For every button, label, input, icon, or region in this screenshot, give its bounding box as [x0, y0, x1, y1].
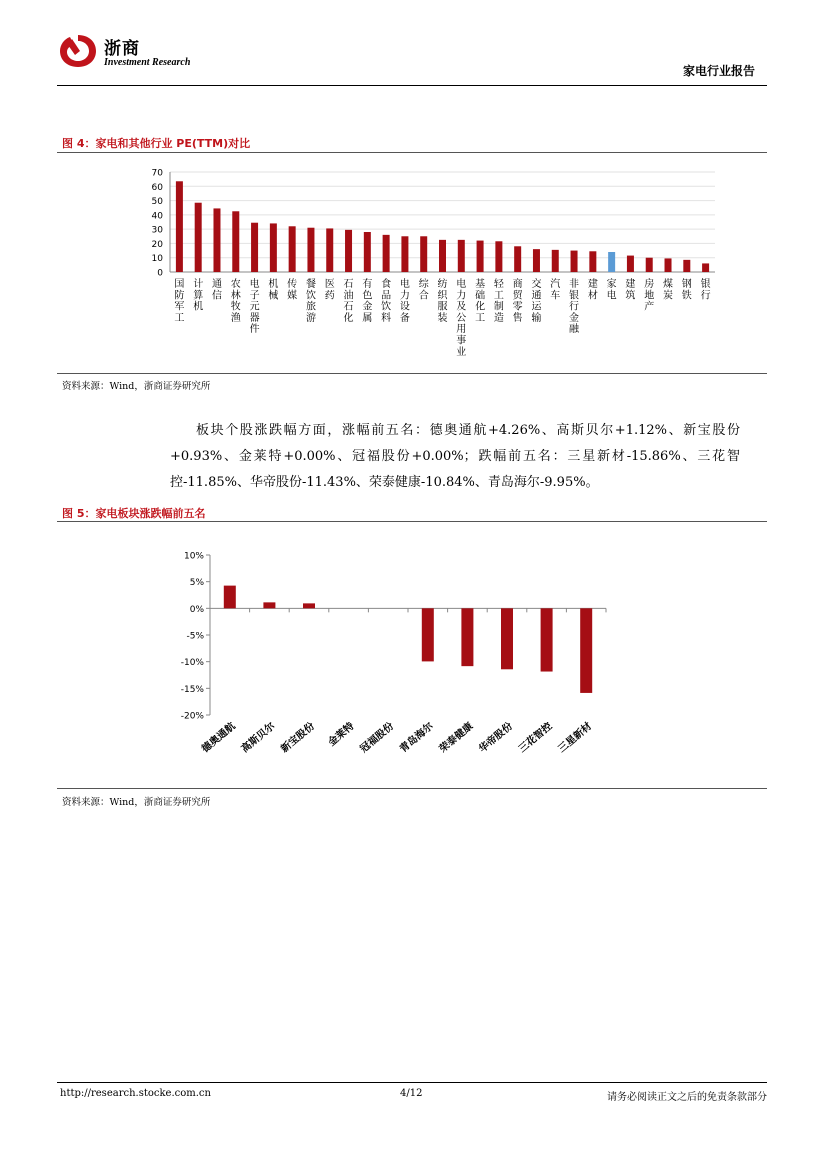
- figure4-source: 资料来源：Wind，浙商证券研究所: [62, 381, 211, 392]
- c1-bar: [289, 226, 296, 272]
- figure4-bottom-rule: [57, 373, 767, 374]
- c1-bar: [533, 249, 540, 272]
- c1-bar: [326, 228, 333, 272]
- c1-category-label: 交通运输: [531, 279, 542, 324]
- c1-bar: [364, 232, 371, 272]
- report-title: 家电行业报告: [682, 64, 755, 78]
- c1-bar: [458, 240, 465, 272]
- c2-bar: [263, 602, 275, 608]
- c1-bar: [477, 241, 484, 272]
- c1-ytick-label: 20: [151, 239, 163, 250]
- c1-bar: [552, 250, 559, 272]
- c2-ytick-label: -5%: [186, 631, 204, 642]
- footer-page-number: 4/12: [400, 1088, 423, 1099]
- footer-disclaimer: 请务必阅读正文之后的免责条款部分: [607, 1092, 767, 1103]
- c1-category-label: 建材: [587, 279, 598, 302]
- c1-category-label: 机械: [268, 279, 279, 302]
- c1-category-label: 商贸零售: [512, 279, 523, 324]
- c1-category-label: 石油石化: [343, 279, 354, 324]
- c2-bar: [501, 608, 513, 669]
- footer-url[interactable]: http://research.stocke.com.cn: [60, 1088, 211, 1099]
- c1-category-label: 建筑: [625, 279, 636, 302]
- c2-ytick-label: 0%: [189, 604, 204, 615]
- c1-bar: [307, 228, 314, 272]
- c1-bar: [195, 203, 202, 272]
- c1-ytick-label: 30: [151, 225, 163, 236]
- c1-category-label: 国防军工: [174, 279, 185, 324]
- c1-category-label: 有色金属: [362, 279, 373, 324]
- c2-category-label: 金莱特: [326, 720, 357, 749]
- figure4-title: 图 4：家电和其他行业 PE(TTM)对比: [62, 137, 251, 150]
- c2-category-label: 高斯贝尔: [239, 720, 278, 756]
- c2-category-label: 华帝股份: [477, 720, 515, 756]
- c1-category-label: 电力设备: [399, 279, 410, 324]
- c1-bar: [439, 240, 446, 272]
- c1-bar: [646, 258, 653, 272]
- c1-category-label: 餐饮旅游: [305, 279, 316, 324]
- c1-bar: [270, 223, 277, 272]
- c2-bar: [580, 608, 592, 693]
- c1-category-label: 汽车: [550, 279, 561, 302]
- c1-ytick-label: 70: [151, 168, 163, 179]
- logo-text-en: Investment Research: [104, 57, 191, 68]
- c1-category-label: 房地产: [644, 279, 655, 313]
- c1-bar: [176, 181, 183, 272]
- body-paragraph: 板块个股涨跌幅方面，涨幅前五名：德奥通航+4.26%、高斯贝尔+1.12%、新宝股份+0.93%、金莱特+0.00%、冠福股份+0.00%；跌幅前五名：三星新材-15.86%、三花智控-11.85%、华帝股份-11.43%、荣泰健康-10.84%、青岛海尔-9.95%。: [170, 423, 740, 490]
- c1-category-label: 传媒: [287, 279, 298, 302]
- c1-bar: [420, 236, 427, 272]
- c2-bar: [224, 586, 236, 609]
- c1-bar: [627, 256, 634, 272]
- c1-ytick-label: 50: [151, 197, 163, 208]
- c1-bar: [665, 258, 672, 272]
- c2-ytick-label: 5%: [189, 578, 204, 589]
- c2-bar: [541, 608, 553, 671]
- c1-bar: [571, 251, 578, 272]
- c2-ytick-label: -10%: [180, 658, 204, 669]
- top-movers-chart: [150, 545, 630, 785]
- c1-ytick-label: 60: [151, 182, 163, 193]
- c2-category-label: 德奥通航: [200, 720, 238, 756]
- figure4-top-rule: [57, 152, 767, 153]
- c1-category-label: 煤炭: [663, 279, 674, 302]
- figure5-bottom-rule: [57, 788, 767, 789]
- c2-bar: [461, 608, 473, 666]
- c1-category-label: 综合: [418, 279, 429, 302]
- c2-category-label: 青岛海尔: [398, 720, 436, 756]
- c1-category-label: 非银行金融: [569, 279, 580, 336]
- c1-category-label: 计算机: [193, 279, 204, 313]
- c1-bar: [213, 208, 220, 272]
- c1-bar: [495, 241, 502, 272]
- c1-category-label: 食品饮料: [381, 279, 392, 324]
- logo-icon: [58, 33, 98, 69]
- figure5-title: 图 5：家电板块涨跌幅前五名: [62, 507, 206, 520]
- c2-category-label: 荣泰健康: [437, 720, 476, 756]
- c1-category-label: 通信: [211, 279, 222, 302]
- c2-category-label: 三花智控: [516, 720, 555, 756]
- c2-ytick-label: -20%: [180, 711, 204, 722]
- c1-bar: [383, 235, 390, 272]
- c1-bar: [345, 230, 352, 272]
- c2-bar: [422, 608, 434, 661]
- c1-bar: [251, 223, 258, 272]
- c1-bar: [514, 246, 521, 272]
- c1-bar: [401, 236, 408, 272]
- c2-ytick-label: 10%: [183, 551, 204, 562]
- pe-comparison-chart: [140, 160, 730, 370]
- c1-ytick-label: 10: [151, 254, 163, 265]
- c2-category-label: 新宝股份: [279, 720, 317, 756]
- c1-category-label: 基础化工: [475, 279, 486, 324]
- logo-text-cn: 浙商: [104, 39, 140, 59]
- c1-bar: [608, 252, 615, 272]
- c1-category-label: 轻工制造: [493, 279, 504, 324]
- c2-ytick-label: -15%: [180, 684, 204, 695]
- c1-category-label: 电子元器件: [249, 279, 260, 336]
- c1-category-label: 家电: [606, 279, 617, 302]
- figure5-top-rule: [57, 521, 767, 522]
- c1-bar: [683, 260, 690, 272]
- c1-ytick-label: 40: [151, 211, 163, 222]
- figure5-source: 资料来源：Wind，浙商证券研究所: [62, 797, 211, 808]
- c2-category-label: 冠福股份: [358, 720, 397, 756]
- c1-ytick-label: 0: [157, 268, 163, 279]
- footer-divider: [57, 1082, 767, 1083]
- c1-bar: [232, 211, 239, 272]
- c1-category-label: 农林牧渔: [230, 279, 241, 324]
- c1-bar: [589, 251, 596, 272]
- c1-category-label: 钢铁: [681, 279, 692, 302]
- c1-category-label: 医药: [324, 279, 335, 302]
- c1-bar: [702, 263, 709, 272]
- c2-category-label: 三星新材: [556, 720, 595, 756]
- c1-category-label: 纺织服装: [437, 279, 448, 324]
- c2-bar: [303, 603, 315, 608]
- header-divider: [57, 85, 767, 86]
- c1-category-label: 电力及公用事业: [456, 279, 467, 358]
- c1-category-label: 银行: [700, 279, 711, 302]
